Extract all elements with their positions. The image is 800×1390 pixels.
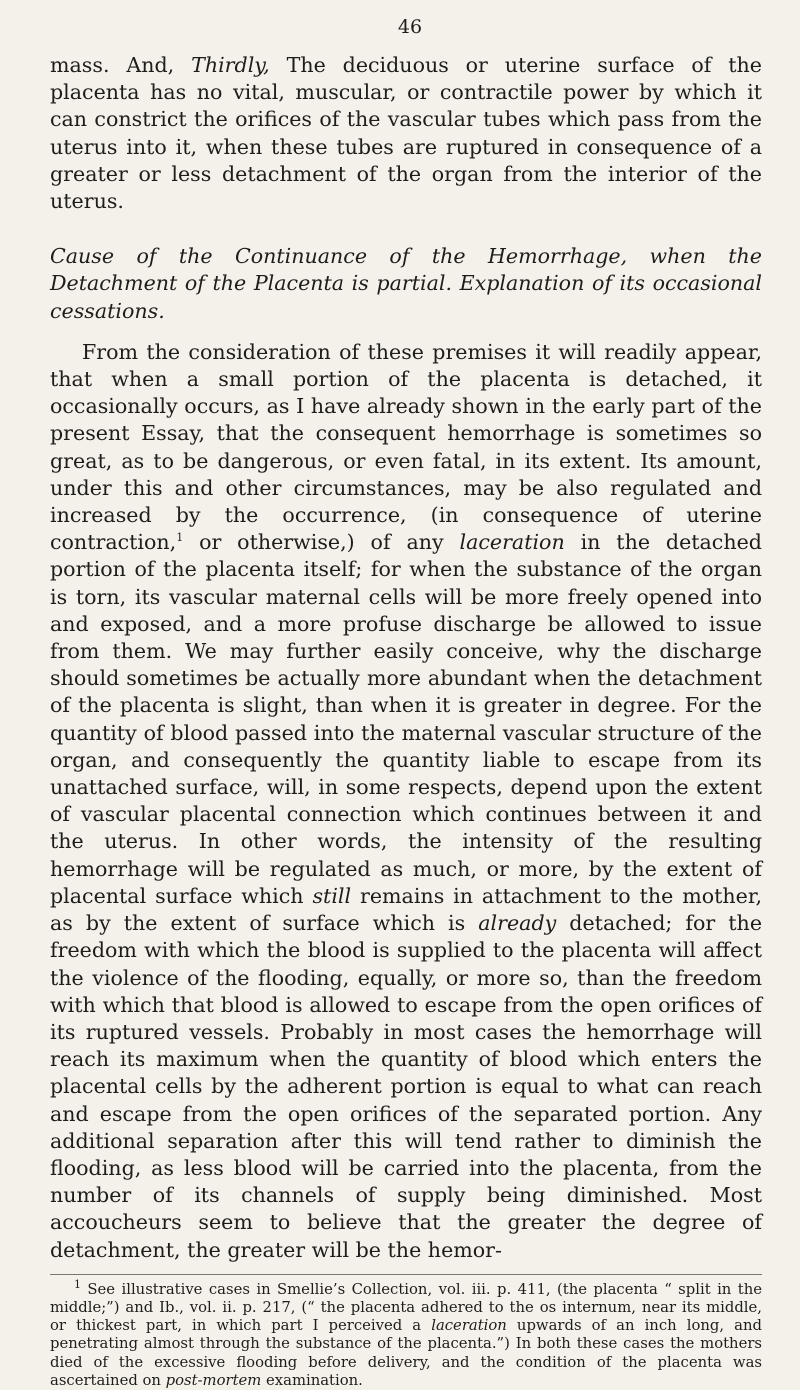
text-segment: From the consideration of these premises it will readily appear, that when a small portion of the placenta is detached, it occasionally occurs, as I have already shown in the early part of the present Essay, that the consequent hemorrhage is sometimes so great, as to be dangerous, or even fatal, in its extent. Its amount, under this and other circumstances, may be also regulated and increased by the occurrence, (in consequence of uterine contraction, bbox=[50, 339, 762, 555]
text-segment: upwards of an inch long, and penetrating almost through the substance of the placenta.”) In both these cases the mothers died of the excessive flooding before delivery, and the condition of the placenta was ascertained on bbox=[50, 1317, 762, 1389]
footnote-divider bbox=[50, 1274, 762, 1275]
book-page bbox=[50, 16, 762, 1390]
text-segment: Cause of the Continuance of the Hemorrhage, when the Detachment of the Placenta is partial. Explanation of its occasional cessations. bbox=[50, 244, 762, 323]
section-heading bbox=[50, 243, 762, 325]
italic-text: still bbox=[312, 883, 352, 908]
text-segment: detached; for the freedom with which the blood is supplied to the placenta will affect the violence of the flooding, equally, or more so, than the freedom with which that blood is allowed to escape from the open orifices of its ruptured vessels. Probably in most cases the hemorrhage will reach its maximum when the quantity of blood which enters the placental cells by the adherent portion is equal to what can reach and escape from the open orifices of the separated portion. Any additional separation after this will tend rather to diminish the flooding, as less blood will be carried into the placenta, from the number of its channels of supply being diminished. Most accoucheurs seem to believe that the greater the degree of detachment, the greater will be the hemor- bbox=[50, 911, 763, 1262]
footnote-text bbox=[50, 1281, 762, 1389]
italic-text: laceration bbox=[431, 1317, 507, 1335]
text-segment: in the detached portion of the placenta itself; for when the substance of the organ is torn, its vascular maternal cells will be more freely opened into and exposed, and a more profuse discharge be allowed to issue from them. We may further easily conceive, why the discharge should sometimes be actually more abundant when the detachment of the placenta is slight, than when it is greater in degree. For the quantity of blood passed into the maternal vascular structure of the organ, and consequently the quantity liable to escape from its unattached surface, will, in some respects, depend upon the extent of vascular placental connection which continues between it and the uterus. In other words, the intensity of the resulting hemorrhage will be regulated as much, or more, by the extent of placental surface which bbox=[50, 530, 762, 908]
text-segment: or otherwise,) of any bbox=[183, 530, 460, 555]
text-segment: See illustrative cases in Smellie’s Collection, vol. iii. p. 411, (the placenta “ split in the middle;”) and Ib., vol. ii. p. 217, (“ the placenta adhered to the os internum, near its middle, or thickest part, in which part I perceived a bbox=[50, 1280, 762, 1335]
italic-text: laceration bbox=[459, 530, 565, 555]
page-number: 46 bbox=[397, 16, 423, 38]
footnote-reference: 1 bbox=[176, 531, 184, 545]
text-segment: mass. And, bbox=[50, 53, 192, 77]
italic-text: already bbox=[478, 911, 557, 936]
italic-text: Thirdly, bbox=[191, 53, 270, 77]
footnote-marker: 1 bbox=[74, 1277, 81, 1291]
paragraph-intro bbox=[50, 52, 762, 215]
italic-text: post-mortem bbox=[165, 1371, 262, 1389]
paragraph-body bbox=[50, 339, 762, 1264]
footnote bbox=[50, 1277, 762, 1390]
text-segment: The deciduous or uterine surface of the placenta has no vital, muscular, or contractile power by which it can constrict the orifices of the vascular tubes which pass from the uterus into it, when these tubes are ruptured in consequence of a greater or less detachment of the organ from the interior of the uterus. bbox=[50, 53, 762, 214]
text-segment: remains in attachment to the mother, as by the extent of surface which is bbox=[50, 883, 762, 936]
text-segment: examination. bbox=[261, 1371, 363, 1389]
